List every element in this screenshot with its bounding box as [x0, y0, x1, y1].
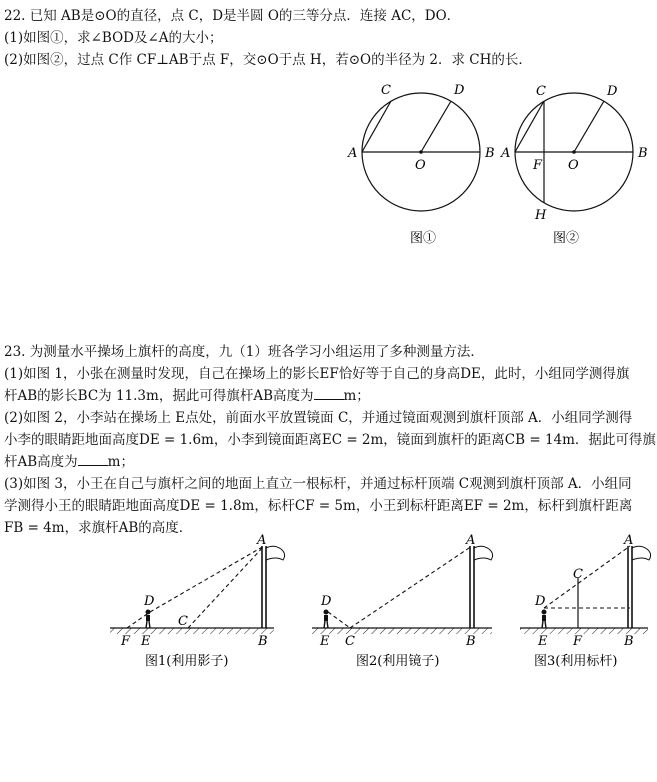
- person-figure-1: [146, 610, 151, 629]
- f2-caption: 图2(利用镜子): [356, 654, 440, 669]
- person-figure-3: [542, 610, 547, 629]
- f1-caption: 图1(利用影子): [145, 654, 229, 669]
- q23-line-6: [4, 453, 134, 471]
- fig2-label-B: B: [638, 146, 648, 161]
- circle-figure-2: [500, 84, 648, 246]
- f1-label-D: D: [144, 594, 155, 609]
- q23-line-8: 学测得小王的眼睛距地面高度DE = 1.8m，标杆CF = 5m，小王到标杆距离EF = 2m，标杆到旗杆距离: [4, 498, 633, 514]
- q23-line-1: 23. 为测量水平操场上旗杆的高度，九（1）班各学习小组运用了多种测量方法．: [4, 344, 484, 360]
- f2-label-D: D: [321, 594, 332, 609]
- f3-label-D: D: [535, 594, 546, 609]
- q23-line-4: (2)如图 2，小李站在操场上 E点处，前面水平放置镜面 C，并通过镜面观测到旗杆顶部 A．小组同学测得: [4, 410, 633, 426]
- fig2-label-O: O: [568, 158, 579, 173]
- f1-label-A: A: [257, 533, 267, 548]
- flagpole-figure-1: [110, 533, 285, 669]
- answer-blank-1: [314, 387, 344, 400]
- fig1-label-B: B: [485, 146, 495, 161]
- f3-label-E: E: [538, 634, 548, 649]
- f1-label-C: C: [178, 614, 188, 629]
- q22-line-3: (2)如图②，过点 C作 CF⊥AB于点 F，交⊙O于点 H，若⊙O的半径为 2．求 CH的长．: [4, 52, 532, 68]
- fig2-label-A: A: [501, 146, 511, 161]
- f2-label-E: E: [320, 634, 330, 649]
- f3-label-A: A: [624, 533, 634, 548]
- f3-label-B: B: [624, 634, 634, 649]
- flagpole-figure-3: [520, 533, 651, 669]
- f2-label-B: B: [466, 634, 476, 649]
- q22-line-1: 22. 已知 AB是⊙O的直径，点 C，D是半圆 O的三等分点．连接 AC，DO．: [4, 8, 461, 24]
- q23-line-2: (1)如图 1，小张在测量时发现，自己在操场上的影长EF恰好等于自己的身高DE，此时，小组同学测得旗: [4, 366, 630, 382]
- fig1-label-C: C: [381, 83, 391, 98]
- fig1-label-A: A: [348, 146, 358, 161]
- f2-label-C: C: [345, 634, 355, 649]
- fig2-label-H: H: [535, 208, 547, 223]
- q23-figures: [0, 530, 657, 680]
- answer-blank-2: [78, 453, 108, 466]
- fig2-label-F: F: [533, 158, 543, 173]
- q22-line-2: (1)如图①，求∠BOD及∠A的大小；: [4, 30, 223, 46]
- fig2-caption: 图②: [553, 231, 580, 246]
- f3-label-C: C: [573, 567, 583, 582]
- fig1-caption: 图①: [410, 231, 437, 246]
- flagpole-figure-2: [312, 533, 493, 669]
- fig2-label-D: D: [607, 84, 618, 99]
- q23-line-3-unit: m；: [343, 388, 370, 404]
- fig1-label-O: O: [415, 158, 426, 173]
- q23-line-9: FB = 4m，求旗杆AB的高度．: [4, 520, 193, 536]
- f1-label-F: F: [121, 634, 131, 649]
- f3-caption: 图3(利用标杆): [534, 654, 618, 669]
- f1-label-B: B: [258, 634, 268, 649]
- f1-label-E: E: [141, 634, 151, 649]
- person-figure-2: [324, 610, 329, 629]
- q23-line-6-text: 杆AB高度为: [4, 454, 78, 470]
- q23-line-7: (3)如图 3，小王在自己与旗杆之间的地面上直立一根标杆，并通过标杆顶端 C观测到旗杆顶部 A．小组同: [4, 476, 632, 492]
- circle-figure-1: [347, 83, 495, 246]
- q23-line-3-text: 杆AB的影长BC为 11.3m，据此可得旗杆AB高度为: [4, 388, 314, 404]
- q23-line-6-unit: m；: [107, 454, 134, 470]
- f2-label-A: A: [466, 533, 476, 548]
- fig1-label-D: D: [454, 83, 465, 98]
- fig2-label-C: C: [536, 84, 546, 99]
- f3-label-F: F: [573, 634, 583, 649]
- q22-figures: [0, 70, 657, 330]
- q23-line-3: [4, 387, 370, 405]
- q23-line-5: 小李的眼睛距地面高度DE = 1.6m，小李到镜面距离EC = 2m，镜面到旗杆的距离CB = 14m．据此可得旗: [4, 432, 656, 448]
